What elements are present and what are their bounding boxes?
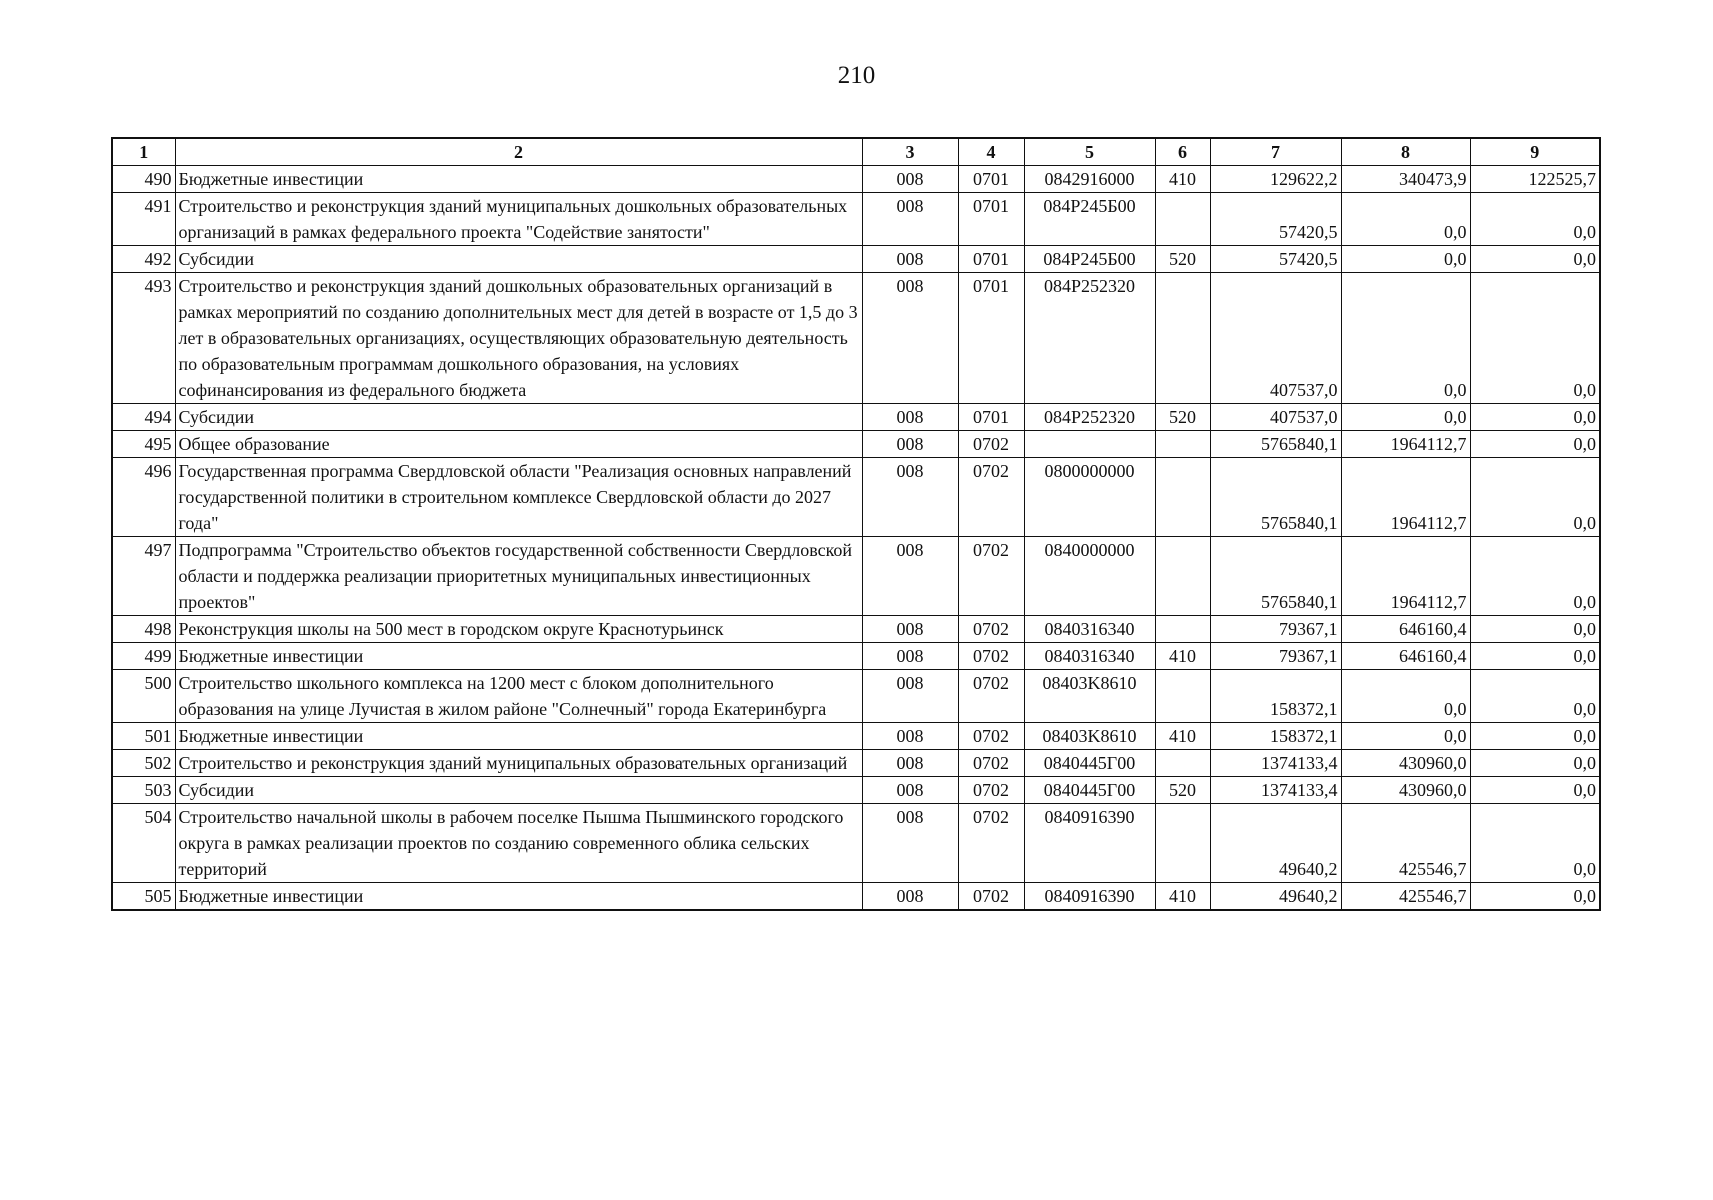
column-header-3: 3	[862, 138, 958, 166]
section-code-cell: 0702	[958, 750, 1024, 777]
table-row	[112, 458, 1600, 537]
target-code-cell: 0840445Г00	[1024, 750, 1155, 777]
table-row	[112, 723, 1600, 750]
row-number-cell: 495	[112, 431, 175, 458]
target-code-cell: 0840916390	[1024, 804, 1155, 883]
table-row	[112, 804, 1600, 883]
expense-type-cell	[1155, 804, 1210, 883]
amount-col8-cell: 0,0	[1341, 246, 1470, 273]
item-description-cell: Строительство и реконструкция зданий дошкольных образовательных организаций в рамках мероприятий по созданию дополнительных мест для детей в возрасте от 1,5 до 3 лет в образовательных организациях, осуществляющих образовательную деятельность по образовательным программам дошкольного образования, на условиях софинансирования из федерального бюджета	[175, 273, 862, 404]
row-number-cell: 504	[112, 804, 175, 883]
target-code-cell: 0800000000	[1024, 458, 1155, 537]
amount-col9-cell: 0,0	[1470, 246, 1600, 273]
table-row	[112, 537, 1600, 616]
amount-col8-cell: 430960,0	[1341, 750, 1470, 777]
row-number-cell: 493	[112, 273, 175, 404]
expense-type-cell	[1155, 431, 1210, 458]
item-description-cell: Бюджетные инвестиции	[175, 883, 862, 911]
amount-col7-cell: 158372,1	[1210, 723, 1341, 750]
amount-col7-cell: 158372,1	[1210, 670, 1341, 723]
amount-col9-cell: 0,0	[1470, 750, 1600, 777]
item-description-cell: Субсидии	[175, 404, 862, 431]
row-number-cell: 491	[112, 193, 175, 246]
item-description-cell: Государственная программа Свердловской области "Реализация основных направлений государственной политики в строительном комплексе Свердловской области до 2027 года"	[175, 458, 862, 537]
amount-col7-cell: 1374133,4	[1210, 750, 1341, 777]
table-row	[112, 777, 1600, 804]
row-number-cell: 499	[112, 643, 175, 670]
amount-col8-cell: 425546,7	[1341, 883, 1470, 911]
column-header-9: 9	[1470, 138, 1600, 166]
code-3-cell: 008	[862, 804, 958, 883]
table-row	[112, 616, 1600, 643]
expense-type-cell	[1155, 458, 1210, 537]
section-code-cell: 0701	[958, 193, 1024, 246]
row-number-cell: 498	[112, 616, 175, 643]
row-number-cell: 500	[112, 670, 175, 723]
amount-col8-cell: 425546,7	[1341, 804, 1470, 883]
amount-col8-cell: 0,0	[1341, 404, 1470, 431]
code-3-cell: 008	[862, 404, 958, 431]
code-3-cell: 008	[862, 458, 958, 537]
expense-type-cell	[1155, 670, 1210, 723]
item-description-cell: Субсидии	[175, 246, 862, 273]
target-code-cell: 0840445Г00	[1024, 777, 1155, 804]
row-number-cell: 494	[112, 404, 175, 431]
amount-col8-cell: 430960,0	[1341, 777, 1470, 804]
code-3-cell: 008	[862, 537, 958, 616]
amount-col9-cell: 0,0	[1470, 883, 1600, 911]
expense-type-cell	[1155, 750, 1210, 777]
table-row	[112, 404, 1600, 431]
page-number: 210	[837, 62, 876, 89]
section-code-cell: 0702	[958, 643, 1024, 670]
item-description-cell: Бюджетные инвестиции	[175, 166, 862, 193]
target-code-cell: 0840316340	[1024, 643, 1155, 670]
expense-type-cell	[1155, 616, 1210, 643]
table-row	[112, 166, 1600, 193]
column-header-6: 6	[1155, 138, 1210, 166]
target-code-cell: 084P252320	[1024, 404, 1155, 431]
target-code-cell: 08403K8610	[1024, 723, 1155, 750]
amount-col9-cell: 0,0	[1470, 537, 1600, 616]
amount-col9-cell: 0,0	[1470, 616, 1600, 643]
amount-col7-cell: 79367,1	[1210, 643, 1341, 670]
row-number-cell: 490	[112, 166, 175, 193]
item-description-cell: Бюджетные инвестиции	[175, 723, 862, 750]
section-code-cell: 0702	[958, 537, 1024, 616]
table-row	[112, 193, 1600, 246]
target-code-cell: 0842916000	[1024, 166, 1155, 193]
amount-col7-cell: 5765840,1	[1210, 458, 1341, 537]
target-code-cell: 0840316340	[1024, 616, 1155, 643]
code-3-cell: 008	[862, 193, 958, 246]
amount-col9-cell: 122525,7	[1470, 166, 1600, 193]
item-description-cell: Подпрограмма "Строительство объектов государственной собственности Свердловской области и поддержка реализации приоритетных муниципальных инвестиционных проектов"	[175, 537, 862, 616]
table-header-row	[112, 138, 1600, 166]
amount-col7-cell: 79367,1	[1210, 616, 1341, 643]
amount-col7-cell: 129622,2	[1210, 166, 1341, 193]
expense-type-cell: 410	[1155, 643, 1210, 670]
expense-type-cell: 410	[1155, 723, 1210, 750]
table-row	[112, 670, 1600, 723]
target-code-cell: 084P252320	[1024, 273, 1155, 404]
code-3-cell: 008	[862, 273, 958, 404]
target-code-cell: 08403K8610	[1024, 670, 1155, 723]
amount-col8-cell: 0,0	[1341, 723, 1470, 750]
section-code-cell: 0701	[958, 166, 1024, 193]
table-body	[112, 166, 1600, 911]
section-code-cell: 0701	[958, 273, 1024, 404]
amount-col9-cell: 0,0	[1470, 193, 1600, 246]
item-description-cell: Строительство и реконструкция зданий муниципальных дошкольных образовательных организаций в рамках федерального проекта "Содействие занятости"	[175, 193, 862, 246]
amount-col8-cell: 646160,4	[1341, 643, 1470, 670]
amount-col8-cell: 0,0	[1341, 670, 1470, 723]
section-code-cell: 0702	[958, 723, 1024, 750]
item-description-cell: Субсидии	[175, 777, 862, 804]
code-3-cell: 008	[862, 166, 958, 193]
expense-type-cell: 410	[1155, 883, 1210, 911]
table-row	[112, 273, 1600, 404]
row-number-cell: 497	[112, 537, 175, 616]
section-code-cell: 0702	[958, 777, 1024, 804]
column-header-8: 8	[1341, 138, 1470, 166]
row-number-cell: 496	[112, 458, 175, 537]
target-code-cell: 0840000000	[1024, 537, 1155, 616]
amount-col7-cell: 407537,0	[1210, 404, 1341, 431]
amount-col7-cell: 49640,2	[1210, 804, 1341, 883]
budget-table	[111, 137, 1601, 911]
code-3-cell: 008	[862, 723, 958, 750]
expense-type-cell: 520	[1155, 777, 1210, 804]
column-header-4: 4	[958, 138, 1024, 166]
expense-type-cell: 520	[1155, 246, 1210, 273]
code-3-cell: 008	[862, 670, 958, 723]
row-number-cell: 501	[112, 723, 175, 750]
item-description-cell: Реконструкция школы на 500 мест в городском округе Краснотурьинск	[175, 616, 862, 643]
amount-col7-cell: 5765840,1	[1210, 537, 1341, 616]
item-description-cell: Строительство начальной школы в рабочем поселке Пышма Пышминского городского округа в рамках реализации проектов по созданию современного облика сельских территорий	[175, 804, 862, 883]
table-row	[112, 643, 1600, 670]
amount-col9-cell: 0,0	[1470, 670, 1600, 723]
column-header-7: 7	[1210, 138, 1341, 166]
code-3-cell: 008	[862, 750, 958, 777]
code-3-cell: 008	[862, 246, 958, 273]
code-3-cell: 008	[862, 883, 958, 911]
expense-type-cell	[1155, 537, 1210, 616]
item-description-cell: Общее образование	[175, 431, 862, 458]
amount-col7-cell: 57420,5	[1210, 193, 1341, 246]
code-3-cell: 008	[862, 616, 958, 643]
table-row	[112, 750, 1600, 777]
section-code-cell: 0702	[958, 616, 1024, 643]
target-code-cell	[1024, 431, 1155, 458]
column-header-2: 2	[175, 138, 862, 166]
amount-col8-cell: 0,0	[1341, 193, 1470, 246]
code-3-cell: 008	[862, 643, 958, 670]
code-3-cell: 008	[862, 777, 958, 804]
row-number-cell: 503	[112, 777, 175, 804]
amount-col7-cell: 407537,0	[1210, 273, 1341, 404]
expense-type-cell	[1155, 193, 1210, 246]
target-code-cell: 0840916390	[1024, 883, 1155, 911]
amount-col9-cell: 0,0	[1470, 643, 1600, 670]
column-header-5: 5	[1024, 138, 1155, 166]
row-number-cell: 505	[112, 883, 175, 911]
amount-col7-cell: 57420,5	[1210, 246, 1341, 273]
amount-col8-cell: 646160,4	[1341, 616, 1470, 643]
section-code-cell: 0702	[958, 670, 1024, 723]
amount-col7-cell: 1374133,4	[1210, 777, 1341, 804]
amount-col9-cell: 0,0	[1470, 431, 1600, 458]
amount-col7-cell: 5765840,1	[1210, 431, 1341, 458]
item-description-cell: Бюджетные инвестиции	[175, 643, 862, 670]
amount-col9-cell: 0,0	[1470, 273, 1600, 404]
table-row	[112, 246, 1600, 273]
section-code-cell: 0702	[958, 883, 1024, 911]
expense-type-cell: 410	[1155, 166, 1210, 193]
amount-col8-cell: 0,0	[1341, 273, 1470, 404]
item-description-cell: Строительство и реконструкция зданий муниципальных образовательных организаций	[175, 750, 862, 777]
target-code-cell: 084P245Б00	[1024, 193, 1155, 246]
code-3-cell: 008	[862, 431, 958, 458]
section-code-cell: 0702	[958, 458, 1024, 537]
target-code-cell: 084P245Б00	[1024, 246, 1155, 273]
row-number-cell: 492	[112, 246, 175, 273]
amount-col9-cell: 0,0	[1470, 458, 1600, 537]
amount-col9-cell: 0,0	[1470, 723, 1600, 750]
column-header-1: 1	[112, 138, 175, 166]
row-number-cell: 502	[112, 750, 175, 777]
section-code-cell: 0701	[958, 404, 1024, 431]
section-code-cell: 0701	[958, 246, 1024, 273]
amount-col9-cell: 0,0	[1470, 804, 1600, 883]
amount-col8-cell: 1964112,7	[1341, 537, 1470, 616]
amount-col7-cell: 49640,2	[1210, 883, 1341, 911]
item-description-cell: Строительство школьного комплекса на 1200 мест с блоком дополнительного образования на улице Лучистая в жилом районе "Солнечный" города Екатеринбурга	[175, 670, 862, 723]
table-row	[112, 883, 1600, 911]
section-code-cell: 0702	[958, 431, 1024, 458]
amount-col8-cell: 1964112,7	[1341, 458, 1470, 537]
amount-col8-cell: 1964112,7	[1341, 431, 1470, 458]
amount-col9-cell: 0,0	[1470, 404, 1600, 431]
amount-col8-cell: 340473,9	[1341, 166, 1470, 193]
section-code-cell: 0702	[958, 804, 1024, 883]
amount-col9-cell: 0,0	[1470, 777, 1600, 804]
table-row	[112, 431, 1600, 458]
expense-type-cell: 520	[1155, 404, 1210, 431]
expense-type-cell	[1155, 273, 1210, 404]
